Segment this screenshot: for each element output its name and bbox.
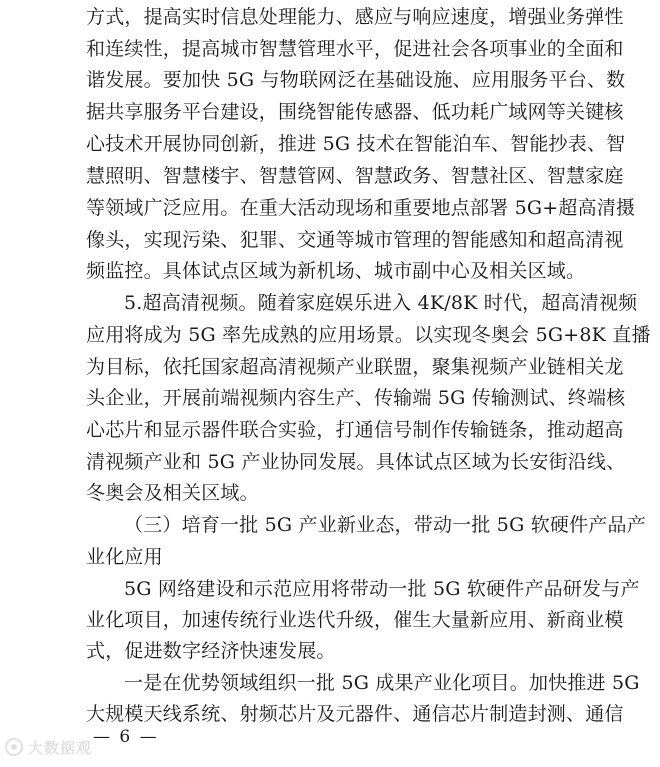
body-line: 应用将成为 5G 率先成熟的应用场景。以实现冬奥会 5G+8K 直播 <box>86 324 651 346</box>
body-line: 谐发展。要加快 5G 与物联网泛在基础设施、应用服务平台、数 <box>86 69 626 91</box>
watermark-logo-icon <box>4 737 24 757</box>
body-line: 据共享服务平台建设，围绕智能传感器、低功耗广域网等关键核 <box>86 101 624 123</box>
section-heading-line: （三）培育一批 5G 产业新业态，带动一批 5G 软硬件产品产 <box>124 514 646 536</box>
body-line: 心技术开展协同创新，推进 5G 技术在智能泊车、智能抄表、智 <box>86 133 626 155</box>
body-line: 清视频产业和 5G 产业协同发展。具体试点区域为长安街沿线、 <box>86 451 626 473</box>
body-line: 5G 网络建设和示范应用将带动一批 5G 软硬件产品研发与产 <box>124 578 640 600</box>
body-line: 冬奥会及相关区域。 <box>86 482 259 504</box>
page-number: — 6 — <box>93 727 159 747</box>
body-line: 式，促进数字经济快速发展。 <box>86 640 336 662</box>
watermark-text: 大数据观 <box>28 738 93 757</box>
watermark <box>4 732 92 762</box>
body-line: 头企业，开展前端视频内容生产、传输端 5G 传输测试、终端核 <box>86 387 626 409</box>
body-line: 频监控。具体试点区域为新机场、城市副中心及相关区域。 <box>86 260 586 282</box>
body-line: 方式，提高实时信息处理能力、感应与响应速度，增强业务弹性 <box>86 6 624 28</box>
body-line: 和连续性，提高城市智慧管理水平，促进社会各项事业的全面和 <box>86 38 624 60</box>
body-line: 一是在优势领域组织一批 5G 成果产业化项目。加快推进 5G <box>124 672 640 694</box>
body-line: 心芯片和显示器件联合实验，打通信号制作传输链条，推动超高 <box>86 419 624 441</box>
body-line: 为目标，依托国家超高清视频产业联盟，聚集视频产业链相关龙 <box>86 356 624 378</box>
body-line: 业化项目，加速传统行业迭代升级，催生大量新应用、新商业模 <box>86 609 624 631</box>
body-line: 像头，实现污染、犯罪、交通等城市管理的智能感知和超高清视 <box>86 229 624 251</box>
section-heading-line: 业化应用 <box>86 546 163 568</box>
body-line: 慧照明、智慧楼宇、智慧管网、智慧政务、智慧社区、智慧家庭 <box>86 165 624 187</box>
body-line: 等领域广泛应用。在重大活动现场和重要地点部署 5G+超高清摄 <box>86 197 636 219</box>
body-line: 大规模天线系统、射频芯片及元器件、通信芯片制造封测、通信 <box>86 703 624 725</box>
section-5-heading-line: 5.超高清视频。随着家庭娱乐进入 4K/8K 时代，超高清视频 <box>124 292 638 314</box>
